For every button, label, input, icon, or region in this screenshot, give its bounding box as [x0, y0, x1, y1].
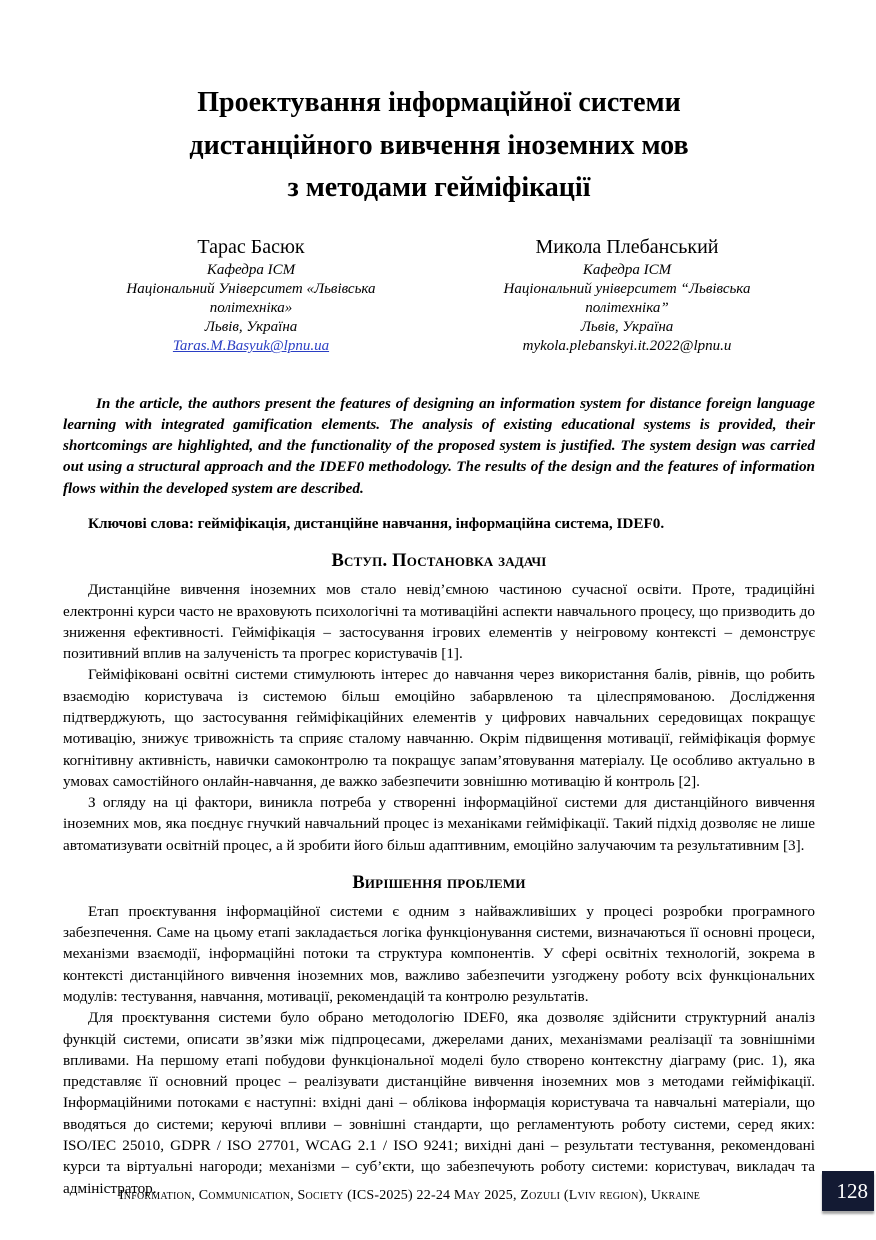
abstract-text: In the article, the authors present the features of designing an information system for distance foreign language learning with integrated gamification elements. The analysis of existing educational systems is provided, their shortcomings are highlighted, and the functionality of the proposed system is justified. The system design was carried out using a structural approach and the IDEF0 methodology. The results of the design and the features of information flows within the developed system are described.: [63, 394, 815, 497]
author-email: mykola.plebanskyi.it.2022@lpnu.u: [522, 338, 732, 355]
section-heading-intro: Вступ. Постановка задачі: [331, 551, 547, 572]
authors-row: [63, 234, 815, 357]
author-city: Львів, Україна: [580, 319, 674, 336]
author-university-line-1: Національний Університет «Львівська: [126, 280, 376, 297]
author-department: Кафедра ІСМ: [206, 261, 296, 278]
author-name: Микола Плебанський: [535, 235, 719, 258]
author-block-2: [439, 234, 815, 357]
intro-paragraph-1: Дистанційне вивчення іноземних мов стало невід’ємною частиною сучасної освіти. Проте, традиційні електронні курси часто не враховують психологічні та мотиваційні аспекти навчального процесу, що призводить до зниження ефективності. Гейміфікація – застосування ігрових елементів у неігровому контексті – демонструє позитивний вплив на залученість та прогрес користувачів [1].: [63, 581, 815, 663]
author-university-line-2: політехніка”: [585, 300, 669, 317]
author-block-1: [63, 234, 439, 357]
paper-title: [63, 82, 815, 210]
author-email-link[interactable]: Taras.M.Basyuk@lpnu.ua: [172, 338, 330, 355]
author-name: Тарас Басюк: [197, 235, 305, 258]
paper-title-line-1: Проектування інформаційної системи: [197, 87, 681, 118]
page-content: [0, 82, 876, 1199]
page-number-badge: 128: [822, 1171, 874, 1211]
intro-paragraph-3: З огляду на ці фактори, виникла потреба у створенні інформаційної системи для дистанційного вивчення іноземних мов, яка поєднує гнучкий навчальний процес із механіками гейміфікації. Такий підхід дозволяє не лише автоматизувати освітній процес, а й зробити його більш адаптивним, емоційно залучаючим та результативним [3].: [63, 794, 815, 854]
solution-paragraph-1: Етап проєктування інформаційної системи є одним з найважливіших у процесі розробки програмного забезпечення. Саме на цьому етапі закладається логіка функціонування системи, визначаються її основні процеси, механізми взаємодії, інформаційні потоки та структура компонентів. У сфері освітніх технологій, зокрема в контексті дистанційного вивчення іноземних мов, важливо забезпечити узгоджену роботу всіх функціональних модулів: тестування, навчання, мотивації, рекомендацій та контролю результатів.: [63, 902, 815, 1006]
intro-paragraph-2: Гейміфіковані освітні системи стимулюють інтерес до навчання через використання балів, рівнів, що робить взаємодію користувача із системою більш емоційно забарвленою та цілеспрямованою. Дослідження підтверджують, що застосування гейміфікаційних елементів у цифрових навчальних середовищах покращує мотивацію, знижує тривожність та сприяє сталому навчанню. Окрім підвищення мотивації, гейміфікація формує когнітивну активність, навички самоконтролю та покращує запам’ятовування матеріалу. Це особливо актуально в умовах самостійного онлайн-навчання, де важко забезпечити зовнішню мотивацію й контроль [2].: [63, 666, 815, 790]
author-city: Львів, Україна: [204, 319, 298, 336]
footer-conference-line: Information, Communication, Society (ICS-2025) 22-24 May 2025, Zozuli (Lviv region), Ukraine: [118, 1188, 701, 1203]
solution-paragraph-2: Для проєктування системи було обрано методологію IDEF0, яка дозволяє здійснити структурний аналіз функцій системи, описати зв’язки між підпроцесами, джерелами даних, механізмами реалізації та зовнішніми впливами. На першому етапі побудови функціональної моделі було створено контекстну діаграму (рис. 1), яка представляє її основний процес – реалізувати дистанційне вивчення іноземних мов з методами гейміфікації. Інформаційними потоками є наступні: вхідні дані – облікова інформація користувача та навчальні матеріали, що вводяться до системи; керуючі впливи – зовнішні стандарти, що регламентують роботу системи, серед яких: ISO/IEC 25010, GDPR / ISO 27701, WCAG 2.1 / ISO 9241; вихідні дані – результати тестування, рекомендовані курси та віртуальні нагороди; механізми – суб’єкти, що забезпечують роботу системи: користувач, викладач та адміністратор.: [63, 1009, 815, 1197]
paper-title-line-3: з методами гейміфікації: [287, 172, 591, 204]
paper-title-line-2: дистанційного вивчення іноземних мов: [189, 129, 689, 161]
section-heading-solution: Вирішення проблеми: [352, 872, 526, 893]
author-university-line-1: Національний університет “Львівська: [503, 280, 751, 297]
author-university-line-2: політехніка»: [209, 300, 293, 317]
keywords-text: Ключові слова: гейміфікація, дистанційне навчання, інформаційна система, IDEF0.: [88, 514, 665, 532]
author-department: Кафедра ІСМ: [582, 261, 672, 278]
